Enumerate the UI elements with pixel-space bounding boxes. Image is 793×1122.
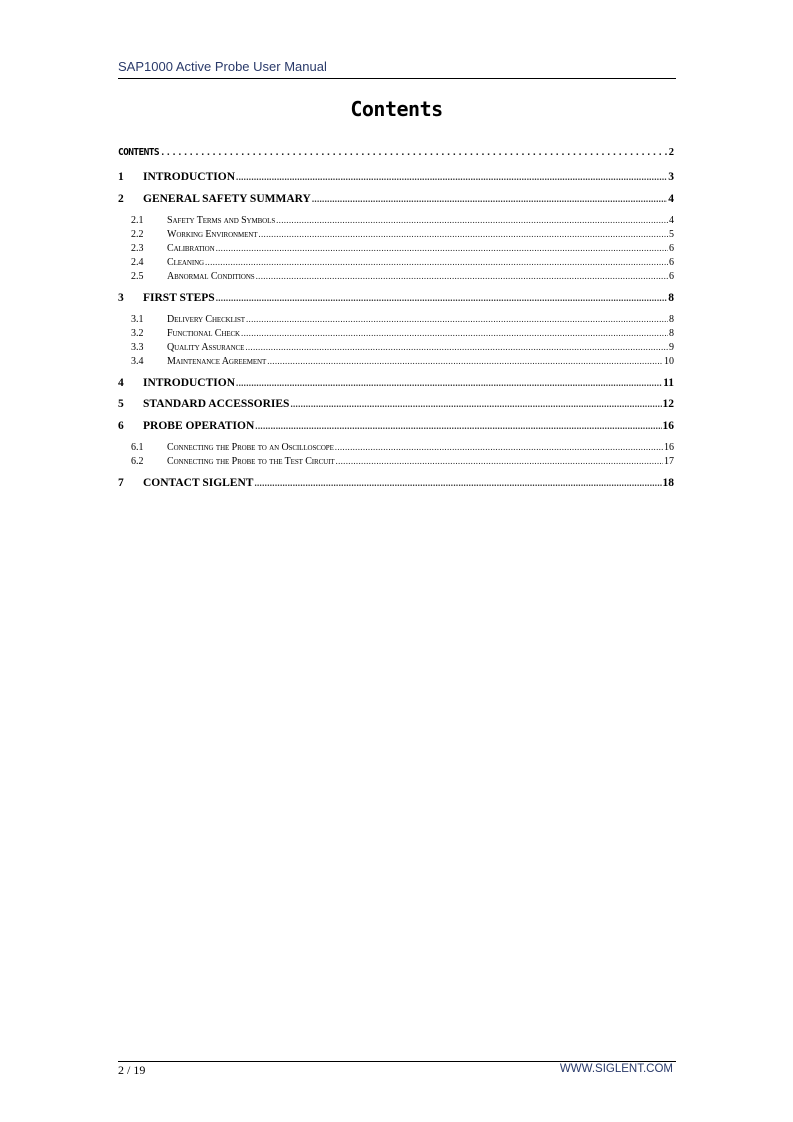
toc-entry-page: 9 bbox=[669, 342, 674, 353]
toc-leader-dots bbox=[336, 456, 663, 466]
toc-entry[interactable] bbox=[118, 193, 674, 205]
toc-entry-page: 6 bbox=[669, 243, 674, 254]
toc-entry-page: 12 bbox=[662, 398, 674, 410]
toc-leader-dots bbox=[216, 293, 668, 303]
toc-leader-dots bbox=[245, 342, 668, 352]
toc-subentry[interactable] bbox=[118, 257, 674, 268]
toc-entry[interactable] bbox=[118, 420, 674, 432]
toc-leader-dots bbox=[236, 172, 667, 182]
toc-leader-dots bbox=[290, 399, 661, 409]
toc-entry-number: 4 bbox=[118, 377, 124, 389]
toc-subentry[interactable] bbox=[118, 328, 674, 339]
running-header: SAP1000 Active Probe User Manual bbox=[118, 59, 327, 74]
toc-entry-page: 8 bbox=[668, 292, 674, 304]
toc-entry-number: 2.3 bbox=[131, 243, 144, 254]
toc-entry-number: 3.1 bbox=[131, 314, 144, 325]
toc-entry[interactable] bbox=[118, 171, 674, 183]
website-link[interactable]: WWW.SIGLENT.COM bbox=[559, 1063, 673, 1075]
toc-subentry[interactable] bbox=[118, 342, 674, 353]
toc-subentry[interactable] bbox=[118, 215, 674, 226]
toc-entry-page: 4 bbox=[668, 193, 674, 205]
toc-entry-number: 3.3 bbox=[131, 342, 144, 353]
toc-entry-title: Cleaning bbox=[167, 257, 204, 268]
toc-entry[interactable] bbox=[118, 398, 674, 410]
toc-leader-dots bbox=[236, 378, 662, 388]
toc-entry-number: 6.1 bbox=[131, 442, 144, 453]
toc-leader-dots bbox=[267, 356, 663, 366]
toc-leader-dots bbox=[241, 328, 668, 338]
toc-entry-number: 3.4 bbox=[131, 356, 144, 367]
toc-entry-number: 1 bbox=[118, 171, 124, 183]
toc-entry-contents[interactable] bbox=[118, 147, 674, 158]
toc-subentry[interactable] bbox=[118, 356, 674, 367]
toc-entry-title: CONTENTS bbox=[118, 147, 159, 158]
toc-entry-title: STANDARD ACCESSORIES bbox=[143, 398, 290, 410]
footer-divider bbox=[118, 1061, 676, 1062]
toc-subentry[interactable] bbox=[118, 243, 674, 254]
toc-leader-dots bbox=[160, 148, 668, 158]
toc-entry-page: 6 bbox=[669, 257, 674, 268]
page-number: 2 / 19 bbox=[118, 1063, 146, 1077]
toc-subentry[interactable] bbox=[118, 314, 674, 325]
toc-entry-page: 8 bbox=[669, 314, 674, 325]
toc-subentry[interactable] bbox=[118, 456, 674, 467]
toc-entry-title: Functional Check bbox=[167, 328, 241, 339]
toc-entry-page: 16 bbox=[664, 442, 674, 453]
toc-entry-number: 2.1 bbox=[131, 215, 144, 226]
toc-entry-number: 2.2 bbox=[131, 229, 144, 240]
toc-entry[interactable] bbox=[118, 477, 674, 489]
toc-entry-title: PROBE OPERATION bbox=[143, 420, 255, 432]
toc-entry-page: 10 bbox=[664, 356, 674, 367]
toc-leader-dots bbox=[276, 215, 668, 225]
toc-entry-number: 5 bbox=[118, 398, 124, 410]
toc-leader-dots bbox=[246, 314, 668, 324]
toc-entry-title: INTRODUCTION bbox=[143, 377, 236, 389]
toc-entry-number: 7 bbox=[118, 477, 124, 489]
toc-entry-page: 18 bbox=[662, 477, 674, 489]
toc-leader-dots bbox=[216, 243, 668, 253]
toc-entry-title: Maintenance Agreement bbox=[167, 356, 267, 367]
toc-entry-page: 11 bbox=[663, 377, 674, 389]
toc-entry-title: CONTACT SIGLENT bbox=[143, 477, 254, 489]
toc-entry-page: 2 bbox=[668, 147, 674, 158]
toc-entry-number: 6 bbox=[118, 420, 124, 432]
toc-leader-dots bbox=[312, 194, 667, 204]
toc-entry-title: Safety Terms and Symbols bbox=[167, 215, 276, 226]
page-title: Contents bbox=[350, 97, 443, 121]
toc-entry-title: INTRODUCTION bbox=[143, 171, 236, 183]
toc-entry[interactable] bbox=[118, 377, 674, 389]
toc-leader-dots bbox=[255, 421, 661, 431]
toc-entry-page: 8 bbox=[669, 328, 674, 339]
toc-entry-page: 5 bbox=[669, 229, 674, 240]
toc-entry-page: 17 bbox=[664, 456, 674, 467]
toc-subentry[interactable] bbox=[118, 271, 674, 282]
toc-leader-dots bbox=[335, 442, 663, 452]
toc-entry-number: 3 bbox=[118, 292, 124, 304]
toc-entry-page: 4 bbox=[669, 215, 674, 226]
header-divider bbox=[118, 78, 676, 79]
toc-entry-title: Connecting the Probe to the Test Circuit bbox=[167, 456, 335, 467]
toc-entry-title: Calibration bbox=[167, 243, 215, 254]
toc-entry-number: 2 bbox=[118, 193, 124, 205]
toc-leader-dots bbox=[256, 271, 668, 281]
toc-entry-title: Abnormal Conditions bbox=[167, 271, 255, 282]
toc-entry-number: 3.2 bbox=[131, 328, 144, 339]
toc-entry[interactable] bbox=[118, 292, 674, 304]
toc-leader-dots bbox=[258, 229, 668, 239]
toc-entry-page: 3 bbox=[668, 171, 674, 183]
toc-entry-title: Quality Assurance bbox=[167, 342, 245, 353]
toc-entry-page: 16 bbox=[662, 420, 674, 432]
toc-entry-number: 2.5 bbox=[131, 271, 144, 282]
toc-entry-title: GENERAL SAFETY SUMMARY bbox=[143, 193, 311, 205]
toc-entry-title: Connecting the Probe to an Oscilloscope bbox=[167, 442, 334, 453]
toc-entry-page: 6 bbox=[669, 271, 674, 282]
toc-entry-title: FIRST STEPS bbox=[143, 292, 215, 304]
toc-subentry[interactable] bbox=[118, 442, 674, 453]
toc-entry-number: 2.4 bbox=[131, 257, 144, 268]
toc-leader-dots bbox=[205, 257, 668, 267]
toc-entry-title: Working Environment bbox=[167, 229, 258, 240]
toc-entry-number: 6.2 bbox=[131, 456, 144, 467]
toc-subentry[interactable] bbox=[118, 229, 674, 240]
toc-entry-title: Delivery Checklist bbox=[167, 314, 245, 325]
toc-leader-dots bbox=[254, 478, 661, 488]
